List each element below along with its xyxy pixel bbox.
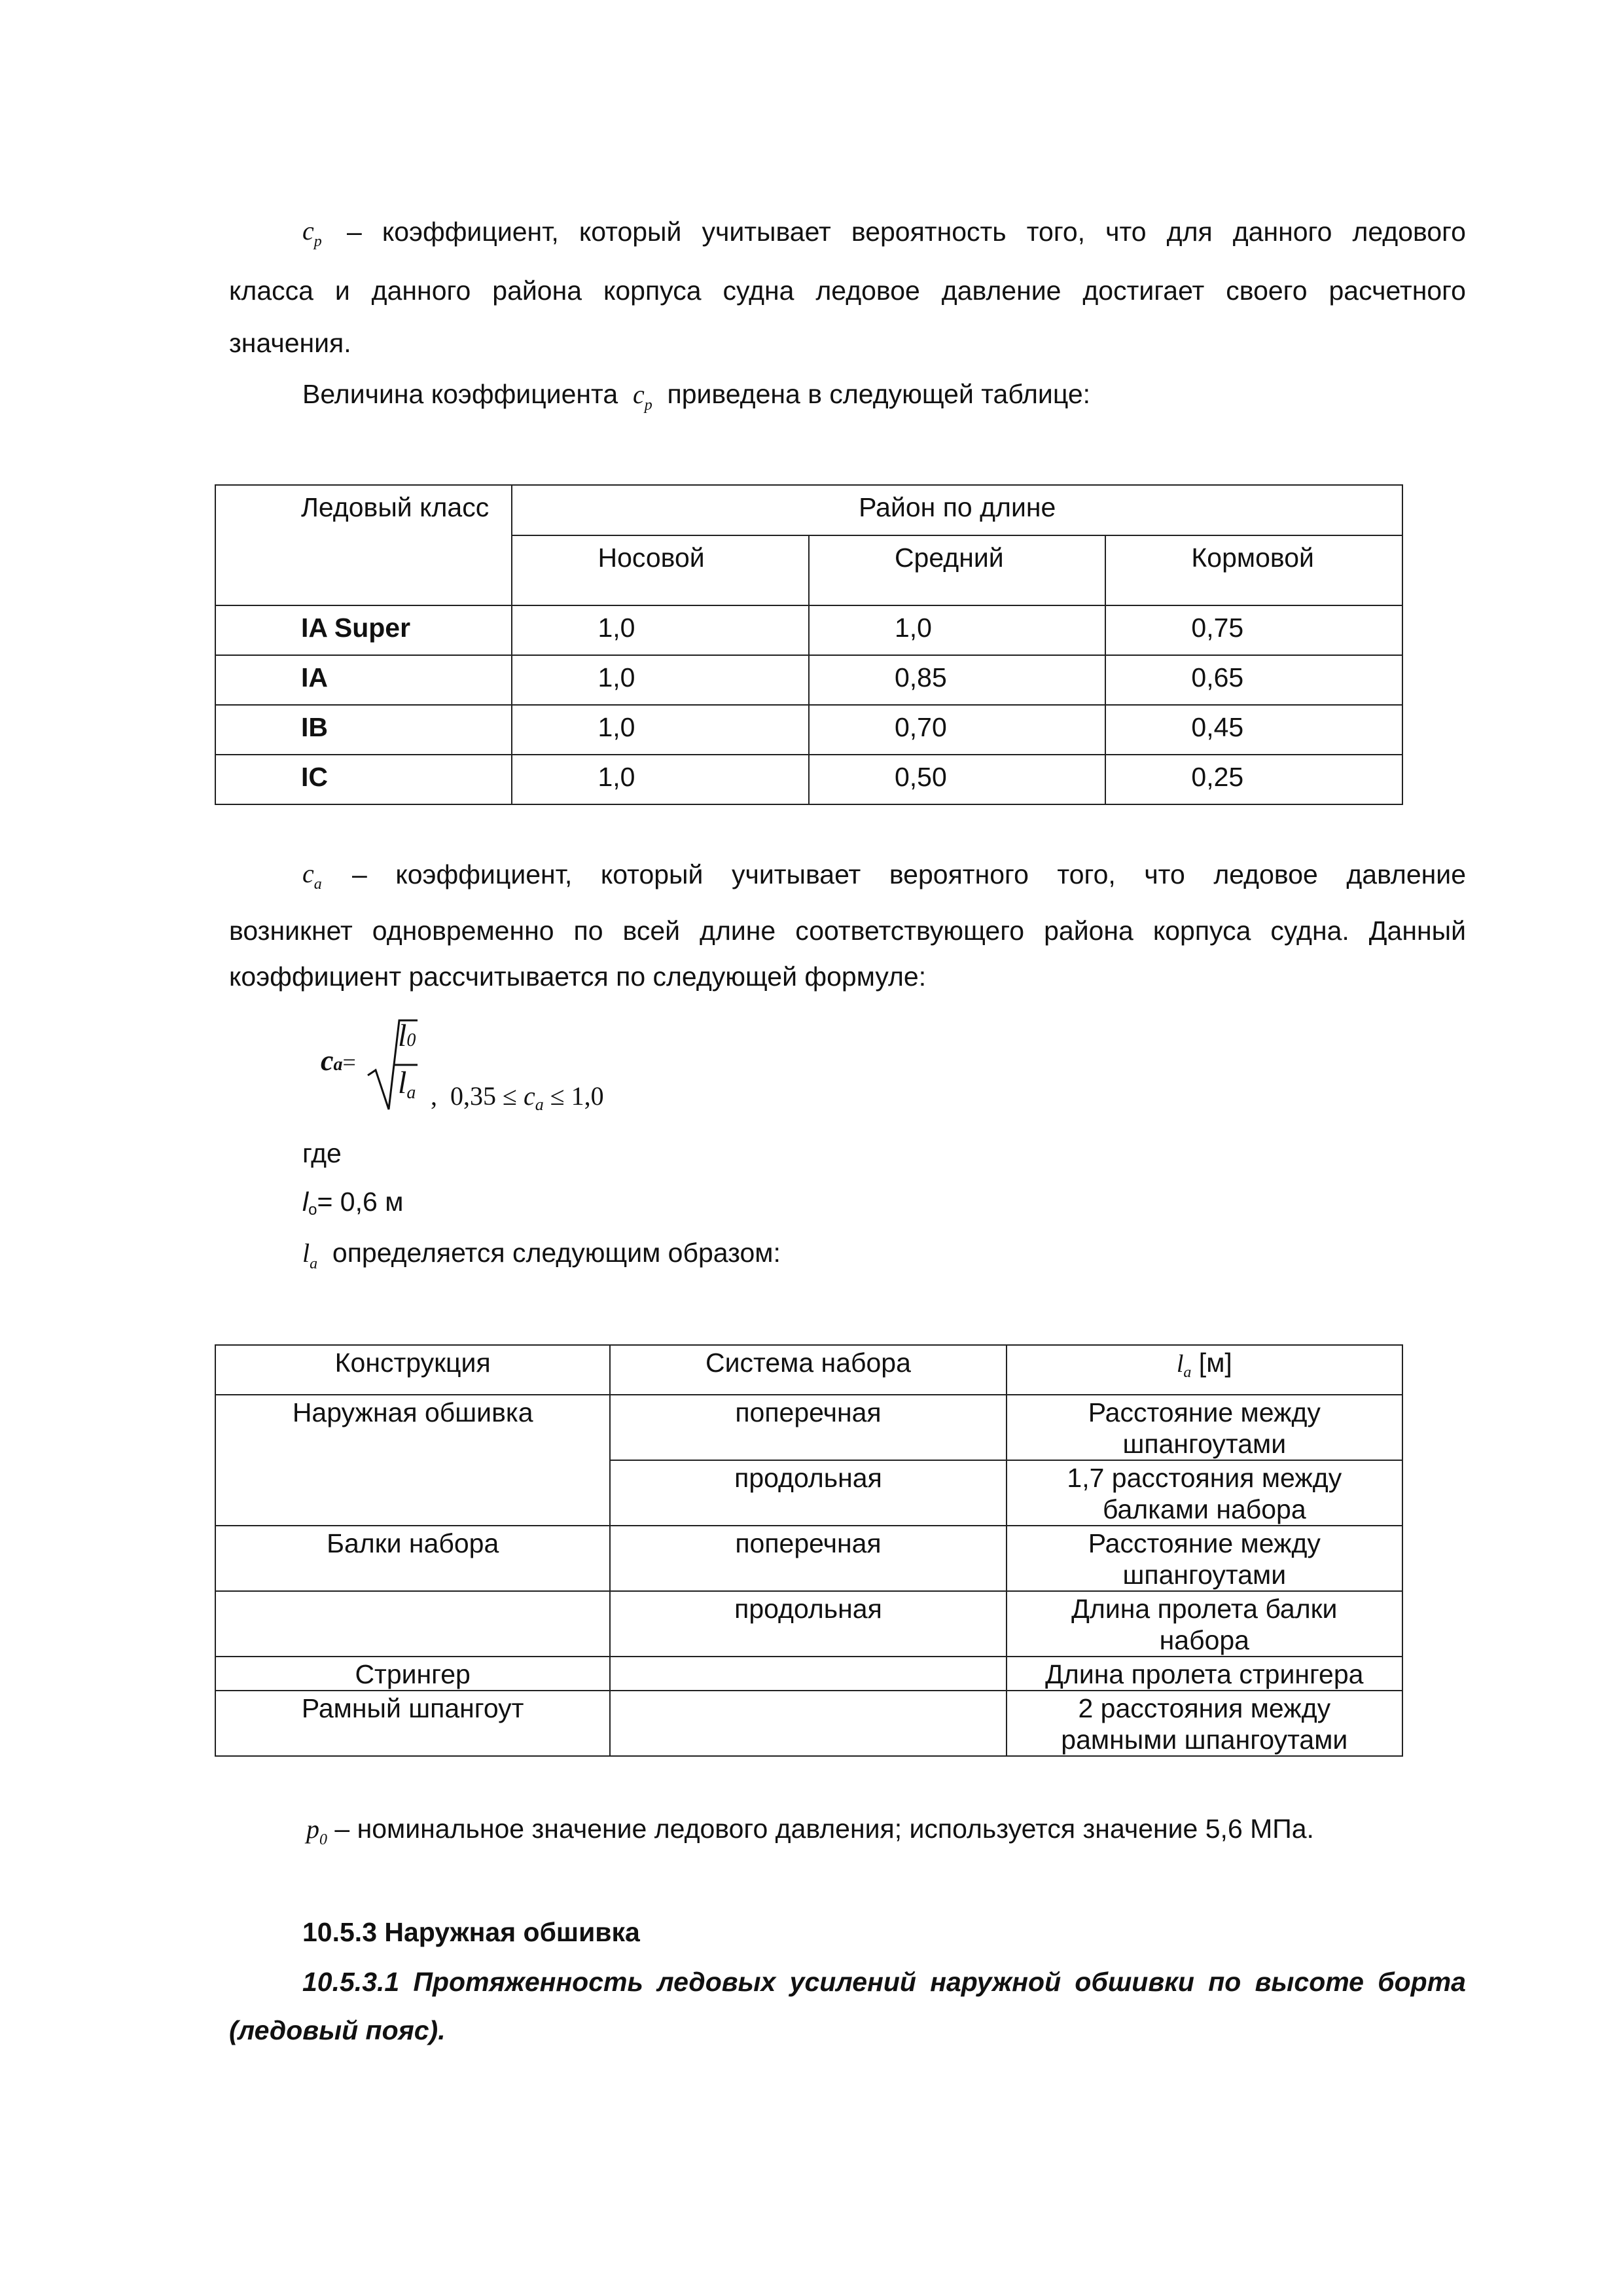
- header-ice-class-cont: [215, 535, 512, 605]
- value-cell: 1,0: [512, 705, 808, 755]
- table-row: [215, 1591, 1402, 1657]
- la-cell: Расстояние между шпангоутами: [1007, 1395, 1402, 1460]
- system-cell: [610, 1657, 1006, 1691]
- value-cell: 0,50: [809, 755, 1105, 804]
- where-label: где: [302, 1138, 342, 1168]
- value-cell: 1,0: [512, 655, 808, 705]
- cp-table: [215, 484, 1403, 805]
- subheader-stern: Кормовой: [1105, 535, 1402, 605]
- construction-cell: [215, 1591, 610, 1657]
- ca-formula: [321, 1018, 687, 1122]
- construction-cell: Рамный шпангоут: [215, 1691, 610, 1756]
- subsection-heading-line-1: 10.5.3.1 Протяженность ледовых усилений наружной обшивки по высоте борта: [302, 1967, 1466, 1997]
- value-cell: 0,85: [809, 655, 1105, 705]
- cp-table-intro: Величина коэффициента $c_p$ приведена в следующей таблице:: [302, 379, 1091, 414]
- system-cell: продольная: [610, 1460, 1006, 1526]
- table-row: [215, 655, 1402, 705]
- table-row: [215, 755, 1402, 804]
- value-cell: 0,65: [1105, 655, 1402, 705]
- ca-definition-line-2: возникнет одновременно по всей длине соответствующего района корпуса судна. Данный: [229, 916, 1466, 946]
- table-row: [215, 1526, 1402, 1591]
- la-cell: 2 расстояния между рамными шпангоутами: [1007, 1691, 1402, 1756]
- table-row: [215, 1657, 1402, 1691]
- ca-definition-line-3: коэффициент рассчитывается по следующей формуле:: [229, 961, 927, 992]
- la-cell: 1,7 расстояния между балками набора: [1007, 1460, 1402, 1526]
- value-cell: 1,0: [512, 755, 808, 804]
- ca-definition-var: $c_a$: [302, 859, 322, 893]
- value-cell: 0,25: [1105, 755, 1402, 804]
- section-heading: 10.5.3 Наружная обшивка: [302, 1917, 640, 1947]
- la-cell: Длина пролета стрингера: [1007, 1657, 1402, 1691]
- value-cell: 1,0: [809, 605, 1105, 655]
- value-cell: 0,70: [809, 705, 1105, 755]
- construction-cell: Стрингер: [215, 1657, 610, 1691]
- value-cell: 0,45: [1105, 705, 1402, 755]
- ice-class-cell: IA: [215, 655, 512, 705]
- table-row: [215, 605, 1402, 655]
- formula-numerator: l0: [398, 1018, 416, 1053]
- ice-class-cell: IC: [215, 755, 512, 804]
- table-row: [215, 1395, 1402, 1460]
- formula-range: , $0,35 \le c_a \le 1,0$: [431, 1081, 604, 1114]
- ice-class-cell: IB: [215, 705, 512, 755]
- header-la: la [м]: [1007, 1345, 1402, 1395]
- cp-definition-line-2: класса и данного района корпуса судна ледовое давление достигает своего расчетного: [229, 276, 1466, 306]
- ca-definition-line-1: – коэффициент, который учитывает вероятного того, что ледовое давление: [352, 859, 1466, 889]
- formula-denominator: la: [398, 1066, 416, 1103]
- formula-lhs: ca=: [321, 1045, 356, 1077]
- la-cell: Длина пролета балки набора: [1007, 1591, 1402, 1657]
- subheader-mid: Средний: [809, 535, 1105, 605]
- value-cell: 0,75: [1105, 605, 1402, 655]
- system-cell: [610, 1691, 1006, 1756]
- p0-definition: $p_0$ – номинальное значение ледового давления; используется значение 5,6 МПа.: [306, 1814, 1314, 1848]
- subsection-heading-line-2: (ледовый пояс).: [229, 2015, 446, 2045]
- value-cell: 1,0: [512, 605, 808, 655]
- header-ice-class: Ледовый класс: [215, 485, 512, 535]
- ice-class-cell: IA Super: [215, 605, 512, 655]
- construction-cell: Балки набора: [215, 1526, 610, 1591]
- system-cell: продольная: [610, 1591, 1006, 1657]
- cp-definition-text-1: – коэффициент, который учитывает вероятность того, что для данного ледового: [347, 217, 1466, 247]
- system-cell: поперечная: [610, 1526, 1006, 1591]
- construction-cell: Наружная обшивка: [215, 1395, 610, 1526]
- header-construction: Конструкция: [215, 1345, 610, 1395]
- cp-definition-line-3: значения.: [229, 328, 351, 358]
- lo-definition: lo= 0,6 м: [302, 1187, 404, 1219]
- table-row: [215, 1691, 1402, 1756]
- header-region: Район по длине: [512, 485, 1402, 535]
- la-cell: Расстояние между шпангоутами: [1007, 1526, 1402, 1591]
- cp-definition-line-1: $c_p$: [302, 216, 322, 250]
- la-definition: $l_a$ определяется следующим образом:: [302, 1238, 781, 1272]
- system-cell: поперечная: [610, 1395, 1006, 1460]
- subheader-bow: Носовой: [512, 535, 808, 605]
- la-table: [215, 1344, 1403, 1757]
- table-row: [215, 705, 1402, 755]
- header-framing-system: Система набора: [610, 1345, 1006, 1395]
